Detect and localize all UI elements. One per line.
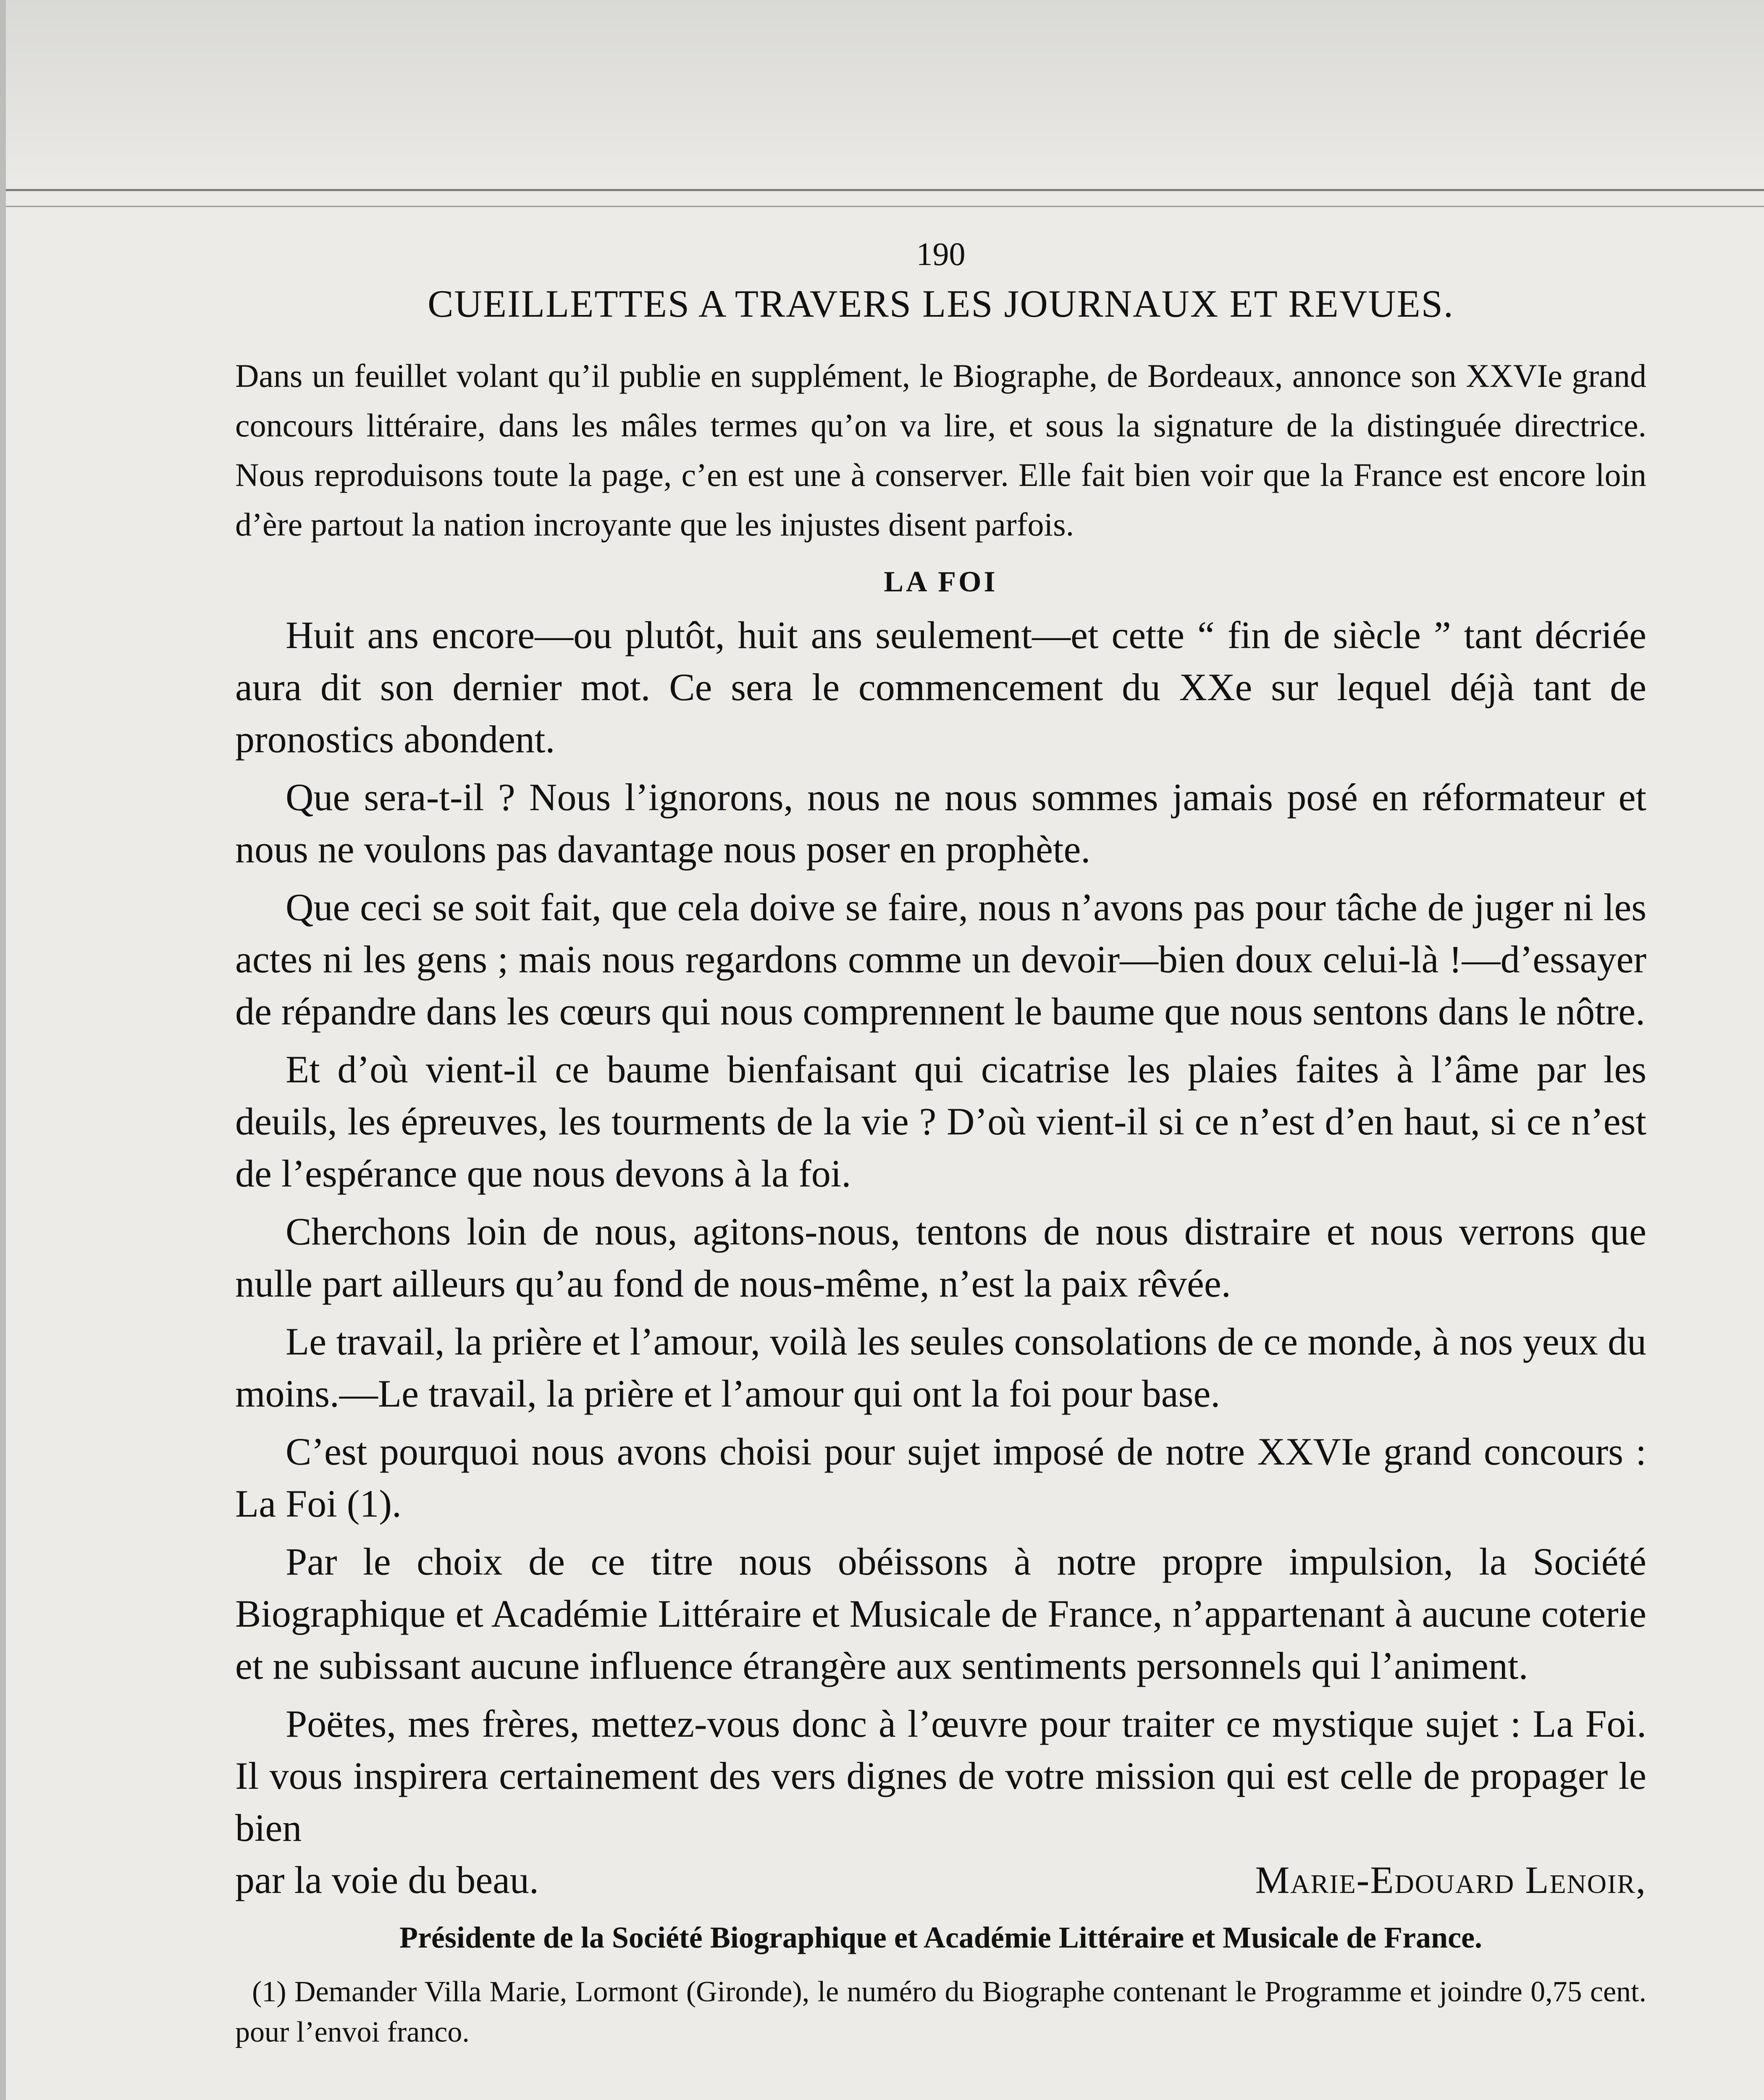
paragraph-9: Poëtes, mes frères, mettez-vous donc à l’œuvre pour traiter ce mystique sujet : La Foi. Il vous inspirera certainement des vers dignes de votre mission qui est celle de propager le bien bbox=[235, 1702, 1646, 1849]
page-number: 190 bbox=[916, 236, 966, 272]
section-title: LA FOI bbox=[884, 566, 998, 598]
scan-rule-line bbox=[0, 189, 1764, 191]
paragraph-4: Et d’où vient-il ce baume bienfaisant qui cicatrise les plaies faites à l’âme par les deuils, les épreuves, les tourments de la vie ? D’où vient-il si ce n’est d’en haut, si ce n’est de l’espérance que nous devons à la foi. bbox=[235, 1048, 1646, 1195]
paragraph-5: Cherchons loin de nous, agitons-nous, tentons de nous distraire et nous verrons que nulle part ailleurs qu’au fond de nous-même, n’est la paix rêvée. bbox=[235, 1210, 1646, 1305]
running-header: CUEILLETTES A TRAVERS LES JOURNAUX ET REVUES. bbox=[428, 282, 1454, 325]
paragraph-6: Le travail, la prière et l’amour, voilà les seules consolations de ce monde, à nos yeux du moins.—Le travail, la prière et l’amour qui ont la foi pour base. bbox=[235, 1320, 1646, 1415]
signature-title: Présidente de la Société Biographique et Académie Littéraire et Musicale de France. bbox=[399, 1921, 1483, 1954]
article-body bbox=[235, 609, 1646, 1906]
closing-line bbox=[235, 1854, 1646, 1906]
paragraph-1: Huit ans encore—ou plutôt, huit ans seulement—et cette “ fin de siècle ” tant décriée aura dit son dernier mot. Ce sera le commencement du XXe sur lequel déjà tant de pronostics abondent. bbox=[235, 614, 1646, 761]
scan-top-margin bbox=[0, 0, 1764, 197]
closing-text: par la voie du beau. bbox=[235, 1858, 539, 1901]
document-page bbox=[235, 235, 1646, 2053]
intro-paragraph: Dans un feuillet volant qu’il publie en supplément, le Biographe, de Bordeaux, annonce son XXVIe grand concours littéraire, dans les mâles termes qu’on va lire, et sous la signature de la distinguée directrice. Nous reproduisons toute la page, c’en est une à conserver. Elle fait bien voir que la France est encore loin d’ère partout la nation incroyante que les injustes disent parfois. bbox=[235, 357, 1646, 543]
paragraph-8: Par le choix de ce titre nous obéissons à notre propre impulsion, la Société Biographique et Académie Littéraire et Musicale de France, n’appartenant à aucune coterie et ne subissant aucune influence étrangère aux sentiments personnels qui l’animent. bbox=[235, 1540, 1646, 1687]
scan-left-edge bbox=[0, 0, 6, 2100]
paragraph-3: Que ceci se soit fait, que cela doive se faire, nous n’avons pas pour tâche de juger ni les actes ni les gens ; mais nous regardons comme un devoir—bien doux celui-là !—d’essayer de répandre dans les cœurs qui nous comprennent le baume que nous sentons dans le nôtre. bbox=[235, 886, 1646, 1033]
paragraph-2: Que sera-t-il ? Nous l’ignorons, nous ne nous sommes jamais posé en réformateur et nous ne voulons pas davantage nous poser en prophète. bbox=[235, 776, 1646, 871]
footnote: (1) Demander Villa Marie, Lormont (Gironde), le numéro du Biographe contenant le Programme et joindre 0,75 cent. pour l’envoi franco. bbox=[235, 1976, 1646, 2048]
scan-rule-line-secondary bbox=[0, 206, 1764, 207]
signature-name: Marie-Edouard Lenoir, bbox=[1255, 1858, 1646, 1901]
paragraph-7: C’est pourquoi nous avons choisi pour sujet imposé de notre XXVIe grand concours : La Foi (1). bbox=[235, 1430, 1646, 1525]
